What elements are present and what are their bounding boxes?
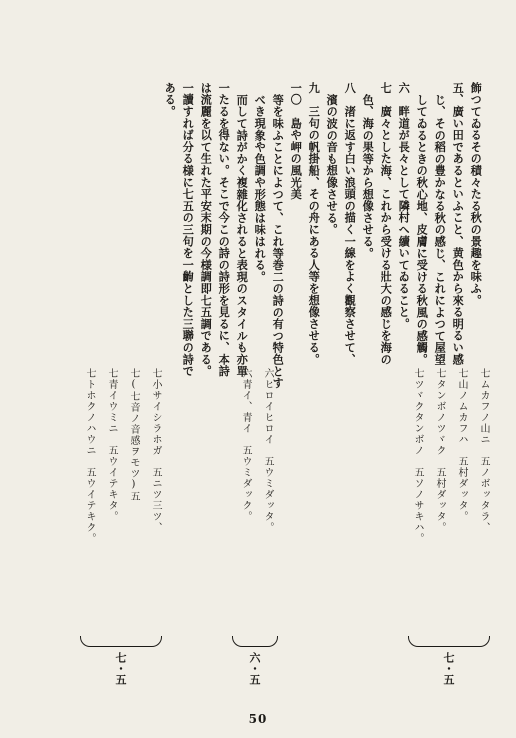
prose-line-18: ある。 [163,82,178,118]
prose-line-10: 九 三句の帆掛船、その舟にある人等を想像させる。 [307,82,322,366]
poem-g1-meter-label: 七・五 [442,652,455,685]
prose-line-11: 一〇 島や岬の風光美 [289,82,304,200]
prose-line-14: 而して詩がかく複雜化されると表現のスタイルも亦單 [235,94,250,378]
poem-g3-line-4: 七トホクノハウニ 五ウイテキク。 [84,368,95,544]
poem-g1-line-1: 七ムカフノ山ニ 五ノボッタラ、 [478,368,489,533]
prose-line-9: 濱の波の音も想像させる。 [325,94,340,236]
poem-g3-bracket [80,636,162,647]
prose-line-2: 五、廣い田であるといふこと、黄色から來る明るい感 [451,82,466,366]
prose-line-15: 一たるを得ない。そこで今この詩の詩形を見るに、本詩 [217,82,232,377]
prose-line-16: は流麗を以て生れた平安末期の今様調即七五調である。 [199,82,214,377]
poem-g1-line-3: 七タンボノツヾク 五村ダッタ。 [434,368,445,533]
prose-line-5: 六 畔道が長々として隣村へ續いてゐること。 [397,82,412,330]
poem-g2-line-1: 六ヒロイヒロイ 五ウミダッタ。 [262,368,273,533]
prose-line-4: してゐるときの秋心地、皮膚に受ける秋風の感觸。 [415,94,430,366]
poem-g2-meter-label: 六・五 [248,652,261,685]
poem-g1-line-4: 七ツヾクタンボノ 五ソノサキハ。 [412,368,423,544]
prose-line-17: 一讀すれば分る様に七五の三句を一齣とした三聯の詩で [181,82,196,377]
poem-g2-line-2: 六青イ、青イ 五ウミダック。 [240,368,251,522]
prose-line-7: 色、海の果等から想像させる。 [361,94,376,260]
prose-line-3: じ、その稻の豊かなる秋の感じ、これによつて屋望 [433,94,448,366]
prose-line-12: 等を味ふことによつて、これ等巻二の詩の有つ特色とす [271,94,286,389]
prose-line-1: 飾つてゐるその積々たる秋の景趣を味ふ。 [469,82,484,307]
poem-g3-line-3: 七青イウミニ 五ウイテキタ。 [106,368,117,522]
poem-g1-bracket [408,636,490,647]
prose-line-6: 七 廣々とした海、これから受ける壯大の感じを海の [379,82,394,366]
poem-g3-meter-label: 七・五 [114,652,127,685]
prose-line-8: 八 渚に返す白い浪頭の描く一線をよく觀察させて、 [343,82,358,366]
poem-g3-line-2: 七(七音ノ音感ヲモツ)五 [128,368,139,502]
poem-g2-bracket [232,636,278,647]
poem-g3-line-1: 七小サイシラホガ 五ニツ三ツ、 [150,368,161,533]
poem-g1-line-2: 七山ノムカフハ 五村ダッタ。 [456,368,467,522]
page-number: 50 [248,712,268,726]
prose-line-13: べき現象や色調や形態は味はれる。 [253,94,268,283]
